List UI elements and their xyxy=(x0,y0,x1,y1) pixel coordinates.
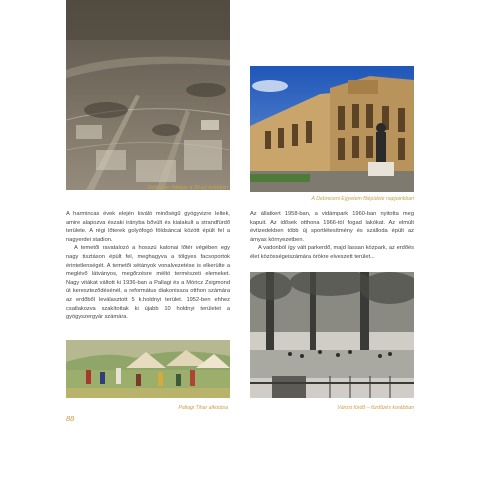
painting-caption: Pallagi Tihar alkotása xyxy=(178,405,228,411)
bath-caption: Városi fürdő – fürdőzés korábban xyxy=(337,405,414,411)
aerial-caption: Debrecen látképe a 30-as években xyxy=(147,185,228,191)
page-number: 88 xyxy=(66,414,75,423)
aerial-photo xyxy=(66,0,230,190)
right-paragraph-2: A vadonból így vált parkerdő, majd lassan közpark, az erdőés élet közösségeiszámára örökre elveszett terület... xyxy=(250,245,414,260)
painting-image xyxy=(66,340,230,398)
right-paragraph-1: Az állatkert 1958-ban, a vidámpark 1960-ban nyitotta meg kapuit. Az idősek otthona 1966-tól fogad lakókat. Az elmúlt évtizedekben több új sportlétesítmény és szálloda épült az ámyas környezetben. xyxy=(250,211,414,243)
bath-photo xyxy=(250,272,414,398)
left-paragraph-1: A harmincas évek elején kiváló minőségű gyógyvizre leltek, amire alapozva északi irányba bővült és kialakult a strandfürdő területe. A régi lőterek golyófogó földsáncai között épült fel a nagyerdei stadion. xyxy=(66,211,230,243)
left-paragraph-2: A temetői ravatalozó a hosszú katonai lőtér végében egy nagy tisztáson épült fel, meghagyva a tölgyes facsoportok érintetlenségét. A temetői sétányok vonalvezetése is elkerülte a meglévő látványos, megőrzésre méltó természeti elemeket. Nagy vitákat váltott ki 1936-ban a Pallagi és a Móricz Zsigmond út kereszteződésénél, a református diakonissza otthon számára az erdőből leválasztott 5 k.holdnyi terület. 1952-ben ehhez csatlakozva szakítottak ki újabb 10 holdnyi területet a gyógyszergyár számára. xyxy=(66,245,230,321)
university-caption: A Debreceni Egyetem főépülete napjainkban xyxy=(311,196,414,202)
right-text-column xyxy=(250,210,414,262)
left-text-column xyxy=(66,210,230,322)
university-photo xyxy=(250,66,414,192)
